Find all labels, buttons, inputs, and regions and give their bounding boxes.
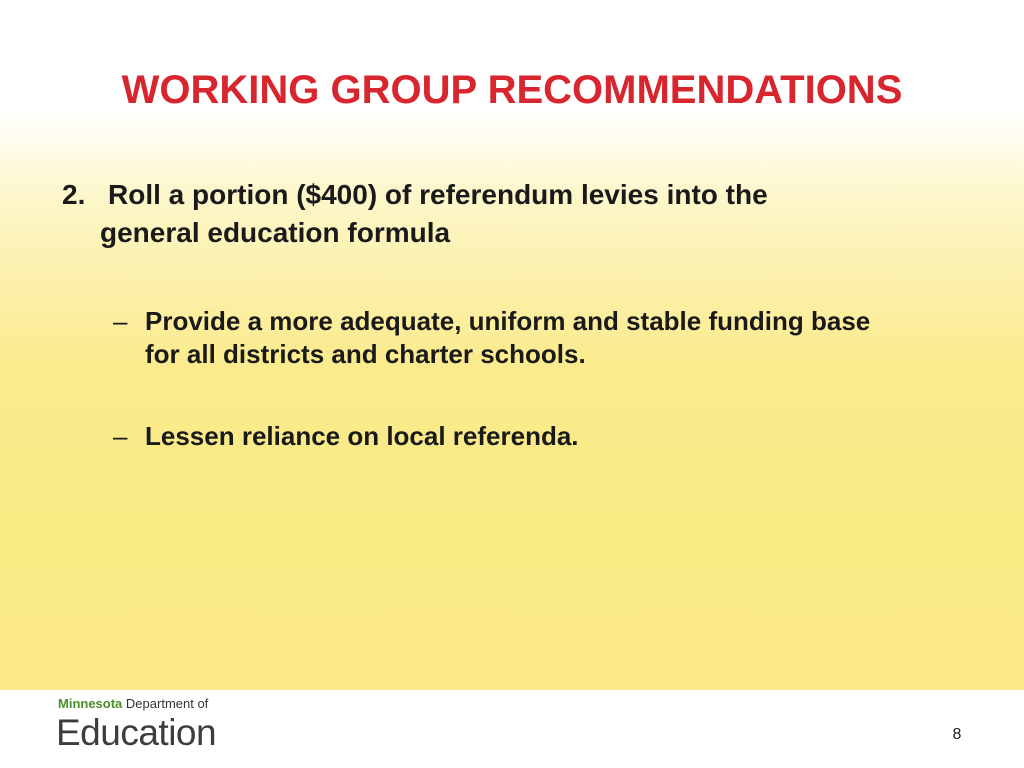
sub-bullet-line1: Lessen reliance on local referenda. — [145, 421, 579, 451]
slide-title: WORKING GROUP RECOMMENDATIONS — [121, 68, 903, 112]
logo-heading — [58, 696, 208, 711]
point-text-line1: Roll a portion ($400) of referendum levies into the — [108, 179, 768, 210]
logo-word: Education — [56, 712, 217, 753]
main-point — [62, 176, 942, 252]
sub-bullet — [113, 305, 953, 371]
mde-logo — [58, 696, 258, 762]
point-text-line2: general education formula — [100, 217, 451, 248]
dash-icon: – — [113, 421, 128, 451]
logo-state: Minnesota — [58, 696, 123, 711]
footer — [0, 690, 1024, 768]
page-number: 8 — [952, 726, 962, 743]
sub-bullet-line2: for all districts and charter schools. — [145, 339, 586, 369]
dash-icon: – — [113, 306, 128, 336]
point-number: 2. — [62, 179, 86, 210]
sub-bullet — [113, 420, 953, 453]
sub-bullet-line1: Provide a more adequate, uniform and stable funding base — [145, 306, 871, 336]
logo-dept: Department of — [125, 696, 209, 711]
